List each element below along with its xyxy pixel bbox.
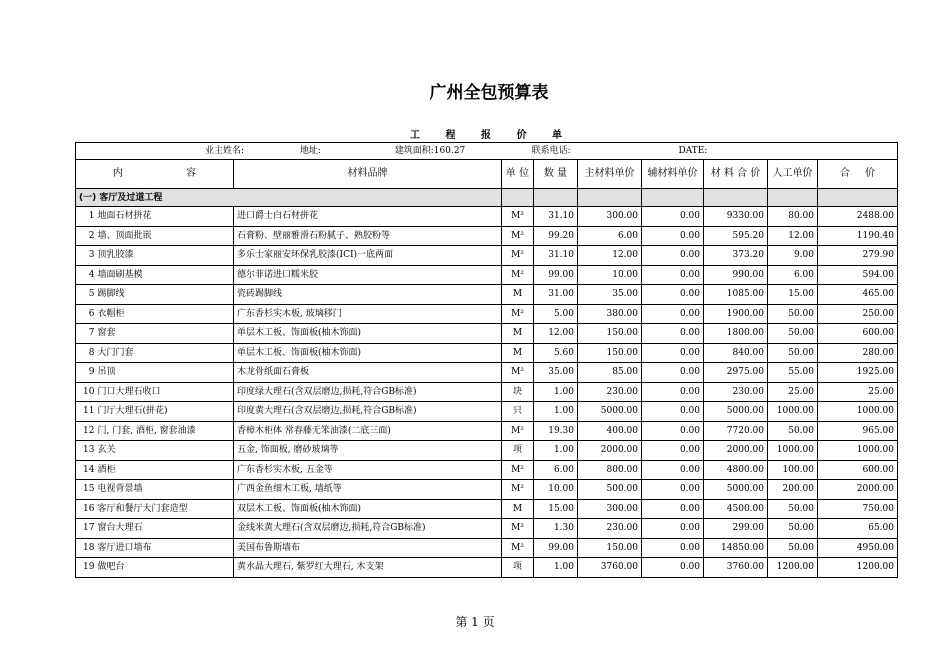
item-qty: 99.00 (534, 538, 578, 558)
item-main-price: 380.00 (578, 304, 642, 324)
date-label: DATE: (678, 146, 708, 156)
table-row (76, 343, 898, 363)
header-main-price: 主材料单价 (578, 160, 642, 189)
item-main-price: 150.00 (578, 324, 642, 344)
item-name: 窗套 (96, 324, 234, 344)
item-labor-price: 12.00 (768, 226, 818, 246)
item-total: 2488.00 (818, 207, 898, 227)
item-aux-price: 0.00 (642, 285, 704, 305)
item-total: 1000.00 (818, 402, 898, 422)
item-unit: M² (502, 246, 534, 266)
item-labor-price: 15.00 (768, 285, 818, 305)
table-row (76, 246, 898, 266)
item-labor-price: 50.00 (768, 324, 818, 344)
item-main-price: 800.00 (578, 460, 642, 480)
item-material: 印度绿大理石(含双层磨边,损耗,符合GB标准) (234, 382, 502, 402)
item-total: 594.00 (818, 265, 898, 285)
item-qty: 5.00 (534, 304, 578, 324)
item-aux-price: 0.00 (642, 519, 704, 539)
item-mat-total: 4800.00 (704, 460, 768, 480)
item-aux-price: 0.00 (642, 460, 704, 480)
item-unit: M² (502, 421, 534, 441)
row-number: 14 (76, 460, 96, 480)
table-row (76, 538, 898, 558)
item-material: 进口爵士白石材拼花 (234, 207, 502, 227)
item-name: 做吧台 (96, 558, 234, 578)
item-main-price: 2000.00 (578, 441, 642, 461)
subtitle: 工 程 报 价 单 (410, 130, 562, 141)
item-total: 4950.00 (818, 538, 898, 558)
item-name: 门厅大理石(拼花) (96, 402, 234, 422)
item-qty: 19.30 (534, 421, 578, 441)
row-number: 2 (76, 226, 96, 246)
item-labor-price: 80.00 (768, 207, 818, 227)
item-unit: M (502, 324, 534, 344)
item-unit: M² (502, 460, 534, 480)
item-aux-price: 0.00 (642, 382, 704, 402)
item-name: 墙、顶面批嵌 (96, 226, 234, 246)
item-unit: 项 (502, 441, 534, 461)
item-unit: M² (502, 226, 534, 246)
item-qty: 1.00 (534, 382, 578, 402)
item-material: 广东香杉实木板, 五金等 (234, 460, 502, 480)
item-total: 280.00 (818, 343, 898, 363)
table-row (76, 285, 898, 305)
item-unit: 块 (502, 382, 534, 402)
item-qty: 99.00 (534, 265, 578, 285)
item-material: 香樟木柜体 常春藤无笨油漆(二底三面) (234, 421, 502, 441)
item-mat-total: 373.20 (704, 246, 768, 266)
row-number: 19 (76, 558, 96, 578)
item-aux-price: 0.00 (642, 499, 704, 519)
item-main-price: 230.00 (578, 519, 642, 539)
item-unit: M (502, 285, 534, 305)
section-title: (一) 客厅及过道工程 (76, 189, 502, 207)
item-main-price: 35.00 (578, 285, 642, 305)
page-title: 广州全包预算表 (429, 83, 549, 103)
item-material: 印度黄大理石(含双层磨边,损耗,符合GB标准) (234, 402, 502, 422)
row-number: 16 (76, 499, 96, 519)
item-total: 1000.00 (818, 441, 898, 461)
item-material: 瓷砖踢脚线 (234, 285, 502, 305)
item-total: 465.00 (818, 285, 898, 305)
item-main-price: 300.00 (578, 207, 642, 227)
item-qty: 31.00 (534, 285, 578, 305)
item-mat-total: 5000.00 (704, 480, 768, 500)
item-main-price: 6.00 (578, 226, 642, 246)
item-main-price: 300.00 (578, 499, 642, 519)
item-material: 木龙骨纸面石膏板 (234, 363, 502, 383)
item-total: 965.00 (818, 421, 898, 441)
item-name: 门, 门套, 酒柜, 窗套油漆 (96, 421, 234, 441)
item-name: 玄关 (96, 441, 234, 461)
table-row (76, 265, 898, 285)
item-mat-total: 1085.00 (704, 285, 768, 305)
item-unit: M² (502, 207, 534, 227)
item-material: 美国布鲁斯墙布 (234, 538, 502, 558)
item-total: 2000.00 (818, 480, 898, 500)
item-mat-total: 5000.00 (704, 402, 768, 422)
item-main-price: 150.00 (578, 538, 642, 558)
item-name: 电视背景墙 (96, 480, 234, 500)
item-qty: 15.00 (534, 499, 578, 519)
item-total: 1190.40 (818, 226, 898, 246)
item-mat-total: 2000.00 (704, 441, 768, 461)
row-number: 6 (76, 304, 96, 324)
item-total: 25.00 (818, 382, 898, 402)
item-mat-total: 9330.00 (704, 207, 768, 227)
item-aux-price: 0.00 (642, 324, 704, 344)
item-qty: 1.30 (534, 519, 578, 539)
item-name: 大门门套 (96, 343, 234, 363)
item-name: 踢脚线 (96, 285, 234, 305)
item-aux-price: 0.00 (642, 343, 704, 363)
item-mat-total: 230.00 (704, 382, 768, 402)
item-total: 750.00 (818, 499, 898, 519)
table-row (76, 226, 898, 246)
header-total: 合 价 (818, 160, 898, 189)
item-name: 窗台大理石 (96, 519, 234, 539)
item-unit: M² (502, 265, 534, 285)
item-total: 279.90 (818, 246, 898, 266)
table-row (76, 402, 898, 422)
item-qty: 1.00 (534, 558, 578, 578)
item-unit: 只 (502, 402, 534, 422)
item-labor-price: 50.00 (768, 538, 818, 558)
row-number: 17 (76, 519, 96, 539)
item-name: 顶乳胶漆 (96, 246, 234, 266)
row-number: 12 (76, 421, 96, 441)
row-number: 8 (76, 343, 96, 363)
item-material: 单层木工板、饰面板(柚木饰面) (234, 343, 502, 363)
table-row (76, 519, 898, 539)
item-mat-total: 2975.00 (704, 363, 768, 383)
item-main-price: 12.00 (578, 246, 642, 266)
item-mat-total: 1800.00 (704, 324, 768, 344)
item-qty: 1.00 (534, 441, 578, 461)
page-number: 第 1 页 (455, 615, 495, 629)
item-qty: 10.00 (534, 480, 578, 500)
item-material: 金线米黄大理石(含双层磨边,损耗,符合GB标准) (234, 519, 502, 539)
item-total: 1200.00 (818, 558, 898, 578)
item-unit: M (502, 499, 534, 519)
item-qty: 5.60 (534, 343, 578, 363)
header-labor-price: 人工单价 (768, 160, 818, 189)
quote-table (75, 142, 898, 578)
item-material: 德尔菲诺进口糯米胶 (234, 265, 502, 285)
table-row (76, 421, 898, 441)
item-material: 广东香杉实木板, 玻璃移门 (234, 304, 502, 324)
item-name: 墙面刷基模 (96, 265, 234, 285)
item-main-price: 150.00 (578, 343, 642, 363)
table-row (76, 460, 898, 480)
item-material: 广西金鱼细木工板, 墙纸等 (234, 480, 502, 500)
section-row (76, 189, 898, 207)
item-name: 客厅和餐厅大门套造型 (96, 499, 234, 519)
item-main-price: 500.00 (578, 480, 642, 500)
item-mat-total: 3760.00 (704, 558, 768, 578)
item-material: 石膏粉、壁丽雅滑石粉腻子、熟胶粉等 (234, 226, 502, 246)
item-unit: M² (502, 363, 534, 383)
item-qty: 1.00 (534, 402, 578, 422)
item-unit: M² (502, 304, 534, 324)
item-aux-price: 0.00 (642, 207, 704, 227)
item-material: 多乐士家丽安环保乳胶漆(ICI)一底两面 (234, 246, 502, 266)
item-main-price: 230.00 (578, 382, 642, 402)
item-labor-price: 50.00 (768, 519, 818, 539)
table-row (76, 558, 898, 578)
item-main-price: 10.00 (578, 265, 642, 285)
header-row (76, 160, 898, 189)
item-material: 五金, 饰面板, 磨砂玻璃等 (234, 441, 502, 461)
item-mat-total: 840.00 (704, 343, 768, 363)
item-labor-price: 100.00 (768, 460, 818, 480)
item-labor-price: 25.00 (768, 382, 818, 402)
header-unit: 单 位 (502, 160, 534, 189)
row-number: 7 (76, 324, 96, 344)
item-mat-total: 990.00 (704, 265, 768, 285)
row-number: 11 (76, 402, 96, 422)
header-qty: 数 量 (534, 160, 578, 189)
item-aux-price: 0.00 (642, 538, 704, 558)
table-row (76, 363, 898, 383)
item-aux-price: 0.00 (642, 421, 704, 441)
table-row (76, 441, 898, 461)
item-mat-total: 1900.00 (704, 304, 768, 324)
item-aux-price: 0.00 (642, 441, 704, 461)
table-row (76, 499, 898, 519)
item-labor-price: 50.00 (768, 343, 818, 363)
header-mat-total: 材 料 合 价 (704, 160, 768, 189)
item-labor-price: 50.00 (768, 499, 818, 519)
item-labor-price: 1000.00 (768, 402, 818, 422)
table-row (76, 382, 898, 402)
item-unit: M² (502, 519, 534, 539)
item-total: 600.00 (818, 460, 898, 480)
item-name: 客厅进口墙布 (96, 538, 234, 558)
item-qty: 6.00 (534, 460, 578, 480)
item-labor-price: 50.00 (768, 421, 818, 441)
item-name: 酒柜 (96, 460, 234, 480)
item-material: 单层木工板、饰面板(柚木饰面) (234, 324, 502, 344)
item-main-price: 400.00 (578, 421, 642, 441)
item-material: 黄水晶大理石, 紫罗红大理石, 木支架 (234, 558, 502, 578)
address-label: 地址: (299, 146, 321, 156)
item-unit: M² (502, 480, 534, 500)
table-row (76, 207, 898, 227)
table-row (76, 304, 898, 324)
row-number: 13 (76, 441, 96, 461)
item-qty: 99.20 (534, 226, 578, 246)
item-aux-price: 0.00 (642, 265, 704, 285)
owner-label: 业主姓名: (205, 146, 245, 156)
row-number: 5 (76, 285, 96, 305)
item-unit: 项 (502, 558, 534, 578)
item-qty: 12.00 (534, 324, 578, 344)
item-total: 600.00 (818, 324, 898, 344)
item-labor-price: 1000.00 (768, 441, 818, 461)
item-unit: M² (502, 538, 534, 558)
item-labor-price: 1200.00 (768, 558, 818, 578)
item-name: 吊顶 (96, 363, 234, 383)
row-number: 18 (76, 538, 96, 558)
row-number: 15 (76, 480, 96, 500)
item-qty: 35.00 (534, 363, 578, 383)
item-total: 1925.00 (818, 363, 898, 383)
item-labor-price: 50.00 (768, 304, 818, 324)
phone-label: 联系电话: (531, 146, 571, 156)
area-label: 建筑面积:160.27 (394, 146, 466, 156)
item-main-price: 3760.00 (578, 558, 642, 578)
header-material: 材料品牌 (234, 160, 502, 189)
item-labor-price: 6.00 (768, 265, 818, 285)
item-aux-price: 0.00 (642, 226, 704, 246)
info-row (76, 143, 898, 160)
row-number: 10 (76, 382, 96, 402)
item-labor-price: 55.00 (768, 363, 818, 383)
item-main-price: 85.00 (578, 363, 642, 383)
item-mat-total: 299.00 (704, 519, 768, 539)
item-aux-price: 0.00 (642, 558, 704, 578)
item-labor-price: 9.00 (768, 246, 818, 266)
item-mat-total: 595.20 (704, 226, 768, 246)
item-qty: 31.10 (534, 246, 578, 266)
item-mat-total: 7720.00 (704, 421, 768, 441)
item-labor-price: 200.00 (768, 480, 818, 500)
item-total: 65.00 (818, 519, 898, 539)
item-aux-price: 0.00 (642, 246, 704, 266)
item-main-price: 5000.00 (578, 402, 642, 422)
header-aux-price: 辅材料单价 (642, 160, 704, 189)
item-name: 地面石材拼花 (96, 207, 234, 227)
row-number: 1 (76, 207, 96, 227)
item-mat-total: 4500.00 (704, 499, 768, 519)
table-row (76, 324, 898, 344)
item-name: 衣帽柜 (96, 304, 234, 324)
item-aux-price: 0.00 (642, 363, 704, 383)
row-number: 3 (76, 246, 96, 266)
item-aux-price: 0.00 (642, 304, 704, 324)
item-unit: M (502, 343, 534, 363)
item-material: 双层木工板、饰面板(柚木饰面) (234, 499, 502, 519)
item-aux-price: 0.00 (642, 480, 704, 500)
row-number: 4 (76, 265, 96, 285)
item-name: 门口大理石收口 (96, 382, 234, 402)
header-content: 内 容 (76, 160, 234, 189)
item-qty: 31.10 (534, 207, 578, 227)
table-row (76, 480, 898, 500)
item-mat-total: 14850.00 (704, 538, 768, 558)
row-number: 9 (76, 363, 96, 383)
item-aux-price: 0.00 (642, 402, 704, 422)
item-total: 250.00 (818, 304, 898, 324)
